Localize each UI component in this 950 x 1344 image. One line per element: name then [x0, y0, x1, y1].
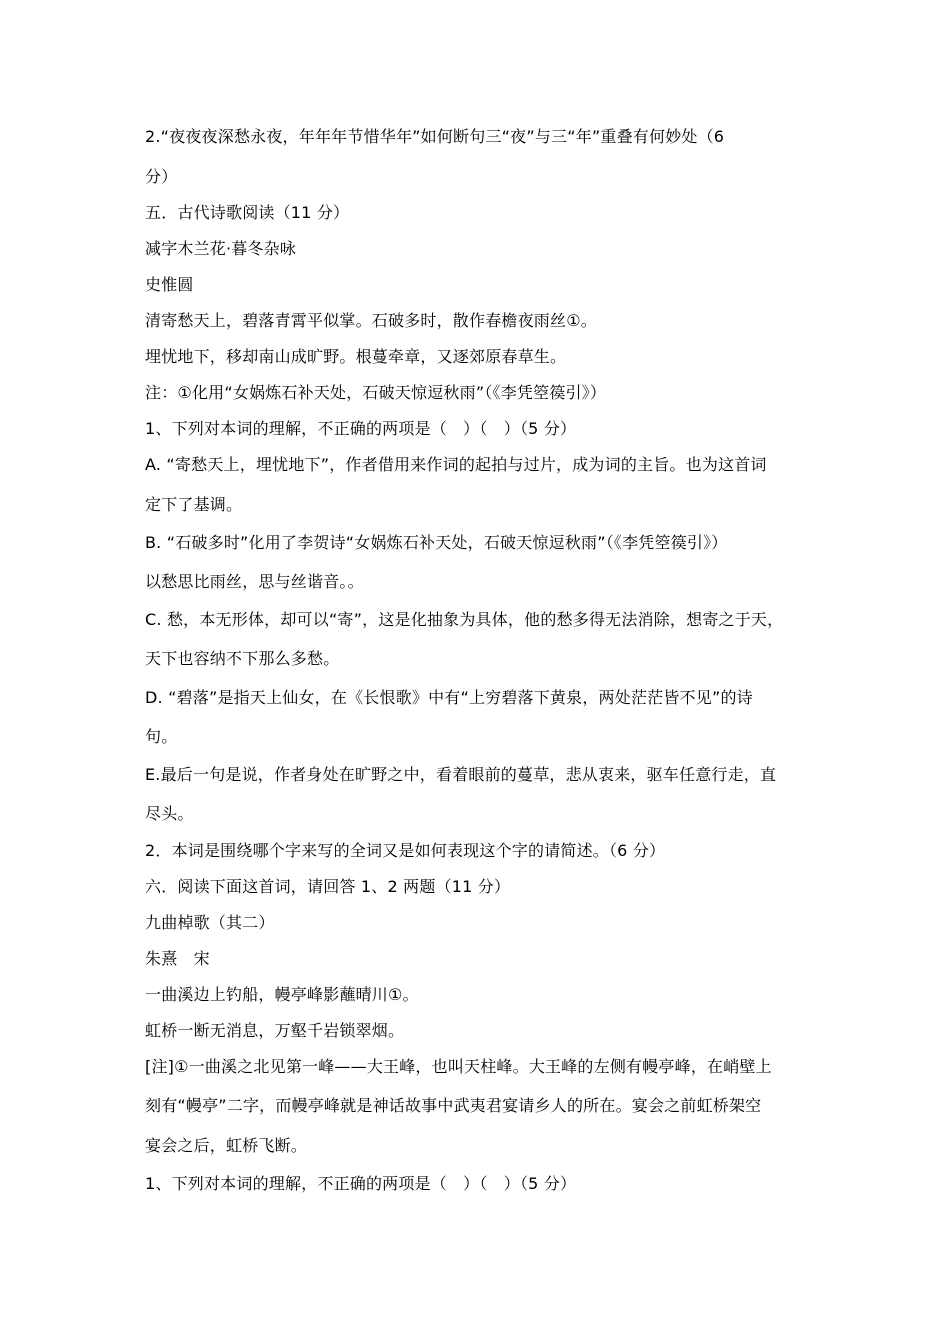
option-d-line-1: D. “碧落”是指天上仙女，在《长恨歌》中有“上穷碧落下黄泉，两处茫茫皆不见”的诗 — [145, 688, 753, 707]
option-e-line-2: 尽头。 — [145, 804, 194, 823]
poem-line-1: 清寄愁天上，碧落青霄平似掌。石破多时，散作春檐夜雨丝①。 — [145, 311, 597, 330]
poem-2-title: 九曲棹歌（其二） — [145, 913, 275, 932]
option-b-line-2: 以愁思比雨丝，思与丝谐音。。 — [145, 572, 364, 591]
poem-line-2: 埋忧地下，移却南山成旷野。根蔓牵章，又逐郊原春草生。 — [145, 347, 567, 366]
poem-title: 减字木兰花·暮冬杂咏 — [145, 239, 297, 258]
question-2-short-answer: 2．本词是围绕哪个字来写的全词又是如何表现这个字的请简述。（6 分） — [145, 841, 666, 860]
poem-2-note-line-3: 宴会之后，虹桥飞断。 — [145, 1136, 308, 1155]
option-d-line-2: 句。 — [145, 727, 178, 746]
question-1-stem: 1、下列对本词的理解，不正确的两项是（ ）（ ）（5 分） — [145, 419, 577, 438]
poem-2-note-line-1: [注]①一曲溪之北见第一峰——大王峰，也叫天柱峰。大王峰的左侧有幔亭峰，在峭壁上 — [145, 1057, 772, 1076]
question-2-line-2: 分） — [145, 167, 178, 186]
poem-2-line-2: 虹桥一断无消息，万壑千岩锁翠烟。 — [145, 1021, 405, 1040]
option-a-line-2: 定下了基调。 — [145, 495, 243, 514]
poem-2-question-1-stem: 1、下列对本词的理解，不正确的两项是（ ）（ ）（5 分） — [145, 1174, 577, 1193]
option-c-line-2: 天下也容纳不下那么多愁。 — [145, 649, 340, 668]
question-2-line-1: 2.“夜夜夜深愁永夜，年年年节惜华年”如何断句三“夜”与三“年”重叠有何妙处（6 — [145, 127, 725, 146]
option-e-line-1: E.最后一句是说，作者身处在旷野之中，看着眼前的蔓草，悲从衷来，驱车任意行走，直 — [145, 765, 777, 784]
section-six-heading: 六．阅读下面这首词，请回答 1、2 两题（11 分） — [145, 877, 511, 896]
poem-author: 史惟圆 — [145, 275, 194, 294]
poem-2-line-1: 一曲溪边上钓船，幔亭峰影蘸晴川①。 — [145, 985, 419, 1004]
option-b-line-1: B. “石破多时”化用了李贺诗“女娲炼石补天处，石破天惊逗秋雨”（《李凭箜篌引》） — [145, 533, 728, 552]
section-five-heading: 五．古代诗歌阅读（11 分） — [145, 203, 350, 222]
option-a-line-1: A. “寄愁天上，埋忧地下”，作者借用来作词的起拍与过片，成为词的主旨。也为这首词 — [145, 455, 767, 474]
poem-note: 注：①化用“女娲炼石补天处，石破天惊逗秋雨”（《李凭箜篌引》） — [145, 383, 607, 402]
option-c-line-1: C. 愁，本无形体，却可以“寄”，这是化抽象为具体，他的愁多得无法消除，想寄之于天， — [145, 610, 784, 629]
poem-2-note-line-2: 刻有“幔亭”二字，而幔亭峰就是神话故事中武夷君宴请乡人的所在。宴会之前虹桥架空 — [145, 1096, 762, 1115]
poem-2-author: 朱熹 宋 — [145, 949, 210, 968]
